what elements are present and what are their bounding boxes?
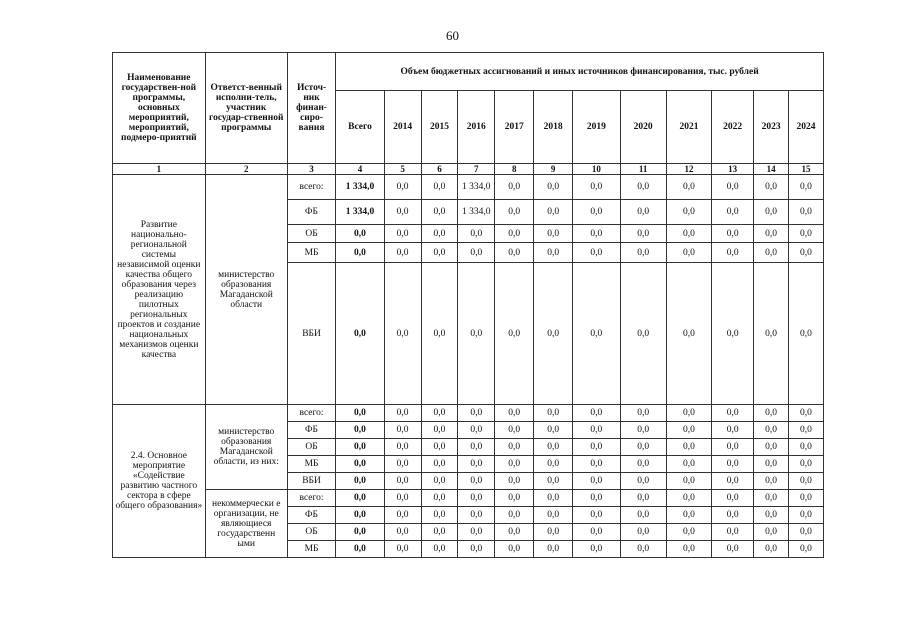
total-value: 0,0 xyxy=(336,422,384,439)
column-index-row xyxy=(113,164,824,175)
year-value: 0,0 xyxy=(666,473,711,490)
year-value: 0,0 xyxy=(458,456,495,473)
year-value: 0,0 xyxy=(384,243,421,263)
year-value: 0,0 xyxy=(620,243,666,263)
year-value: 0,0 xyxy=(788,175,823,200)
year-value: 0,0 xyxy=(573,507,620,524)
funding-source-label: ФБ xyxy=(287,507,335,524)
year-value: 0,0 xyxy=(495,405,534,422)
year-value: 0,0 xyxy=(666,490,711,507)
column-index: 2 xyxy=(205,164,287,175)
year-value: 0,0 xyxy=(754,422,789,439)
year-value: 0,0 xyxy=(421,507,458,524)
header-year: 2019 xyxy=(573,91,620,164)
year-value: 0,0 xyxy=(754,439,789,456)
year-value: 0,0 xyxy=(754,456,789,473)
year-value: 0,0 xyxy=(458,524,495,541)
year-value: 0,0 xyxy=(620,456,666,473)
year-value: 0,0 xyxy=(384,456,421,473)
year-value: 0,0 xyxy=(620,439,666,456)
year-value: 0,0 xyxy=(384,175,421,200)
year-value: 0,0 xyxy=(666,263,711,405)
year-value: 0,0 xyxy=(573,243,620,263)
funding-source-label: ВБИ xyxy=(287,473,335,490)
year-value: 0,0 xyxy=(495,507,534,524)
year-value: 0,0 xyxy=(458,243,495,263)
year-value: 0,0 xyxy=(573,175,620,200)
year-value: 0,0 xyxy=(712,439,754,456)
year-value: 0,0 xyxy=(620,200,666,225)
year-value: 0,0 xyxy=(384,200,421,225)
year-value: 0,0 xyxy=(754,243,789,263)
column-index: 3 xyxy=(287,164,335,175)
year-value: 0,0 xyxy=(573,439,620,456)
year-value: 0,0 xyxy=(495,490,534,507)
year-value: 0,0 xyxy=(788,524,823,541)
responsible-executor: министерство образования Магаданской области xyxy=(205,175,287,405)
table-body xyxy=(113,175,824,558)
header-year: 2021 xyxy=(666,91,711,164)
year-value: 0,0 xyxy=(458,422,495,439)
year-value: 0,0 xyxy=(712,225,754,243)
year-value: 0,0 xyxy=(534,200,573,225)
year-value: 1 334,0 xyxy=(458,175,495,200)
year-value: 0,0 xyxy=(788,473,823,490)
page-number: 60 xyxy=(446,28,459,43)
year-value: 0,0 xyxy=(458,225,495,243)
year-value: 0,0 xyxy=(421,541,458,558)
year-value: 0,0 xyxy=(620,225,666,243)
total-value: 0,0 xyxy=(336,263,384,405)
year-value: 1 334,0 xyxy=(458,200,495,225)
total-value: 0,0 xyxy=(336,507,384,524)
year-value: 0,0 xyxy=(421,200,458,225)
year-value: 0,0 xyxy=(712,490,754,507)
year-value: 0,0 xyxy=(666,200,711,225)
year-value: 0,0 xyxy=(384,541,421,558)
year-value: 0,0 xyxy=(534,541,573,558)
year-value: 0,0 xyxy=(620,507,666,524)
year-value: 0,0 xyxy=(754,175,789,200)
header-year: 2022 xyxy=(712,91,754,164)
year-value: 0,0 xyxy=(573,524,620,541)
year-value: 0,0 xyxy=(384,263,421,405)
year-value: 0,0 xyxy=(534,263,573,405)
year-value: 0,0 xyxy=(495,175,534,200)
year-value: 0,0 xyxy=(495,263,534,405)
year-value: 0,0 xyxy=(384,524,421,541)
total-value: 0,0 xyxy=(336,524,384,541)
year-value: 0,0 xyxy=(788,200,823,225)
column-index: 8 xyxy=(495,164,534,175)
header-year: 2017 xyxy=(495,91,534,164)
header-year: 2015 xyxy=(421,91,458,164)
year-value: 0,0 xyxy=(573,405,620,422)
responsible-executor: некоммерчески е организации, не являющиеся государственн ыми xyxy=(205,490,287,558)
year-value: 0,0 xyxy=(458,405,495,422)
year-value: 0,0 xyxy=(458,263,495,405)
funding-source-label: ОБ xyxy=(287,439,335,456)
year-value: 0,0 xyxy=(495,456,534,473)
year-value: 0,0 xyxy=(534,405,573,422)
column-index: 5 xyxy=(384,164,421,175)
year-value: 0,0 xyxy=(788,263,823,405)
column-index: 12 xyxy=(666,164,711,175)
header-year: 2016 xyxy=(458,91,495,164)
year-value: 0,0 xyxy=(421,263,458,405)
year-value: 0,0 xyxy=(666,541,711,558)
year-value: 0,0 xyxy=(458,473,495,490)
total-value: 0,0 xyxy=(336,473,384,490)
year-value: 0,0 xyxy=(573,225,620,243)
year-value: 0,0 xyxy=(534,225,573,243)
year-value: 0,0 xyxy=(421,405,458,422)
column-index: 4 xyxy=(336,164,384,175)
year-value: 0,0 xyxy=(458,490,495,507)
year-value: 0,0 xyxy=(620,175,666,200)
year-value: 0,0 xyxy=(534,473,573,490)
total-value: 0,0 xyxy=(336,225,384,243)
year-value: 0,0 xyxy=(495,225,534,243)
table-row xyxy=(113,490,824,507)
year-value: 0,0 xyxy=(666,524,711,541)
column-index: 6 xyxy=(421,164,458,175)
total-value: 0,0 xyxy=(336,439,384,456)
column-index: 10 xyxy=(573,164,620,175)
year-value: 0,0 xyxy=(666,225,711,243)
year-value: 0,0 xyxy=(534,507,573,524)
year-value: 0,0 xyxy=(421,439,458,456)
table-row xyxy=(113,175,824,200)
total-value: 0,0 xyxy=(336,541,384,558)
year-value: 0,0 xyxy=(788,225,823,243)
funding-source-label: ФБ xyxy=(287,422,335,439)
year-value: 0,0 xyxy=(620,490,666,507)
total-value: 1 334,0 xyxy=(336,200,384,225)
year-value: 0,0 xyxy=(712,422,754,439)
header-year: 2023 xyxy=(754,91,789,164)
year-value: 0,0 xyxy=(754,225,789,243)
column-index: 1 xyxy=(113,164,206,175)
year-value: 0,0 xyxy=(754,541,789,558)
year-value: 0,0 xyxy=(495,439,534,456)
year-value: 0,0 xyxy=(754,405,789,422)
funding-source-label: всего: xyxy=(287,175,335,200)
year-value: 0,0 xyxy=(788,243,823,263)
funding-source-label: ФБ xyxy=(287,200,335,225)
total-value: 0,0 xyxy=(336,490,384,507)
column-index: 7 xyxy=(458,164,495,175)
year-value: 0,0 xyxy=(421,524,458,541)
header-year: 2020 xyxy=(620,91,666,164)
year-value: 0,0 xyxy=(666,405,711,422)
year-value: 0,0 xyxy=(534,524,573,541)
year-value: 0,0 xyxy=(573,456,620,473)
year-value: 0,0 xyxy=(573,422,620,439)
funding-source-label: всего: xyxy=(287,490,335,507)
year-value: 0,0 xyxy=(384,490,421,507)
funding-source-label: ОБ xyxy=(287,524,335,541)
year-value: 0,0 xyxy=(384,405,421,422)
year-value: 0,0 xyxy=(384,225,421,243)
year-value: 0,0 xyxy=(788,439,823,456)
year-value: 0,0 xyxy=(788,490,823,507)
column-index: 15 xyxy=(788,164,823,175)
total-value: 0,0 xyxy=(336,456,384,473)
year-value: 0,0 xyxy=(712,541,754,558)
year-value: 0,0 xyxy=(573,200,620,225)
year-value: 0,0 xyxy=(666,507,711,524)
year-value: 0,0 xyxy=(495,422,534,439)
year-value: 0,0 xyxy=(495,200,534,225)
year-value: 0,0 xyxy=(495,541,534,558)
header-total: Всего xyxy=(336,91,384,164)
header-year: 2024 xyxy=(788,91,823,164)
program-name: Развитие национально-региональной системы независимой оценки качества общего образования через реализацию пилотных региональных проектов и создание национальных механизмов оценки качества xyxy=(113,175,206,405)
year-value: 0,0 xyxy=(712,175,754,200)
year-value: 0,0 xyxy=(534,422,573,439)
year-value: 0,0 xyxy=(712,456,754,473)
year-value: 0,0 xyxy=(384,507,421,524)
year-value: 0,0 xyxy=(620,524,666,541)
year-value: 0,0 xyxy=(458,439,495,456)
year-value: 0,0 xyxy=(534,439,573,456)
year-value: 0,0 xyxy=(754,263,789,405)
program-name: 2.4. Основное мероприятие «Содействие развитию частного сектора в сфере общего образования» xyxy=(113,405,206,558)
funding-source-label: ОБ xyxy=(287,225,335,243)
year-value: 0,0 xyxy=(573,541,620,558)
column-index: 9 xyxy=(534,164,573,175)
total-value: 0,0 xyxy=(336,243,384,263)
year-value: 0,0 xyxy=(620,263,666,405)
year-value: 0,0 xyxy=(384,422,421,439)
year-value: 0,0 xyxy=(534,243,573,263)
header-funding-volume: Объем бюджетных ассигнований и иных источников финансирования, тыс. рублей xyxy=(336,53,824,91)
year-value: 0,0 xyxy=(495,243,534,263)
year-value: 0,0 xyxy=(712,473,754,490)
year-value: 0,0 xyxy=(666,456,711,473)
year-value: 0,0 xyxy=(421,175,458,200)
year-value: 0,0 xyxy=(573,473,620,490)
year-value: 0,0 xyxy=(495,524,534,541)
year-value: 0,0 xyxy=(754,490,789,507)
year-value: 0,0 xyxy=(788,422,823,439)
year-value: 0,0 xyxy=(620,405,666,422)
year-value: 0,0 xyxy=(788,507,823,524)
year-value: 0,0 xyxy=(421,243,458,263)
budget-table xyxy=(112,52,824,558)
year-value: 0,0 xyxy=(712,263,754,405)
year-value: 0,0 xyxy=(754,507,789,524)
year-value: 0,0 xyxy=(788,541,823,558)
year-value: 0,0 xyxy=(573,490,620,507)
year-value: 0,0 xyxy=(458,507,495,524)
year-value: 0,0 xyxy=(534,456,573,473)
header-year: 2018 xyxy=(534,91,573,164)
funding-source-label: всего: xyxy=(287,405,335,422)
year-value: 0,0 xyxy=(534,175,573,200)
year-value: 0,0 xyxy=(712,524,754,541)
column-index: 13 xyxy=(712,164,754,175)
year-value: 0,0 xyxy=(712,200,754,225)
year-value: 0,0 xyxy=(620,541,666,558)
funding-source-label: МБ xyxy=(287,541,335,558)
funding-source-label: МБ xyxy=(287,456,335,473)
year-value: 0,0 xyxy=(788,405,823,422)
header-program-name: Наименование государствен-ной программы, основных мероприятий, мероприятий, подмеро-приятий xyxy=(113,53,206,164)
year-value: 0,0 xyxy=(788,456,823,473)
table-row xyxy=(113,405,824,422)
responsible-executor: министерство образования Магаданской области, из них: xyxy=(205,405,287,490)
year-value: 0,0 xyxy=(421,490,458,507)
year-value: 0,0 xyxy=(712,405,754,422)
funding-source-label: МБ xyxy=(287,243,335,263)
year-value: 0,0 xyxy=(620,422,666,439)
year-value: 0,0 xyxy=(754,473,789,490)
column-index: 11 xyxy=(620,164,666,175)
year-value: 0,0 xyxy=(712,507,754,524)
header-responsible: Ответст-венный исполни-тель, участник государ-ственной программы xyxy=(205,53,287,164)
year-value: 0,0 xyxy=(754,524,789,541)
year-value: 0,0 xyxy=(666,175,711,200)
year-value: 0,0 xyxy=(421,473,458,490)
total-value: 1 334,0 xyxy=(336,175,384,200)
year-value: 0,0 xyxy=(666,422,711,439)
year-value: 0,0 xyxy=(421,225,458,243)
year-value: 0,0 xyxy=(495,473,534,490)
funding-source-label: ВБИ xyxy=(287,263,335,405)
year-value: 0,0 xyxy=(534,490,573,507)
year-value: 0,0 xyxy=(666,439,711,456)
year-value: 0,0 xyxy=(573,263,620,405)
year-value: 0,0 xyxy=(620,473,666,490)
year-value: 0,0 xyxy=(754,200,789,225)
column-index: 14 xyxy=(754,164,789,175)
header-funding-source: Источ-ник финан-сиро-вания xyxy=(287,53,335,164)
year-value: 0,0 xyxy=(384,439,421,456)
year-value: 0,0 xyxy=(421,456,458,473)
year-value: 0,0 xyxy=(712,243,754,263)
header-year: 2014 xyxy=(384,91,421,164)
total-value: 0,0 xyxy=(336,405,384,422)
year-value: 0,0 xyxy=(384,473,421,490)
year-value: 0,0 xyxy=(458,541,495,558)
year-value: 0,0 xyxy=(421,422,458,439)
year-value: 0,0 xyxy=(666,243,711,263)
